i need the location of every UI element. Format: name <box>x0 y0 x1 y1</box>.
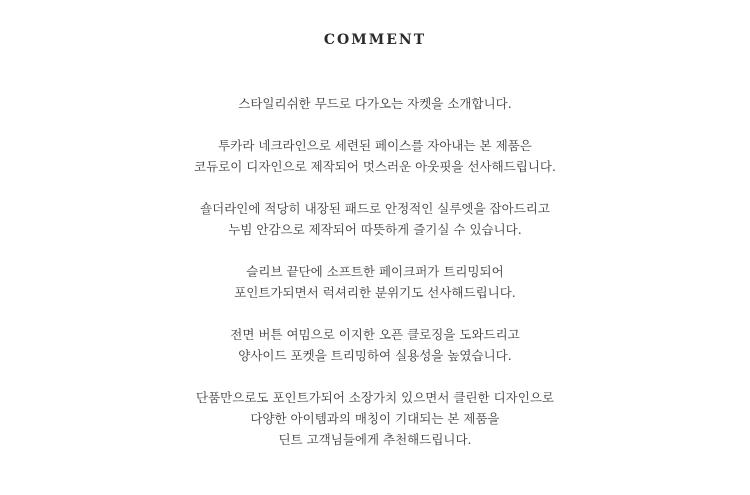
text-line: 투카라 네크라인으로 세련된 페이스를 자아내는 본 제품은 <box>218 138 532 153</box>
paragraph-intro <box>0 93 750 114</box>
text-line: 스타일리쉬한 무드로 다가오는 자켓을 소개합니다. <box>238 96 512 111</box>
text-line: 누빔 안감으로 제작되어 따뜻하게 즐기실 수 있습니다. <box>228 222 522 237</box>
paragraph-neckline <box>0 135 750 177</box>
text-line: 딘트 고객님들에게 추천해드립니다. <box>278 432 472 447</box>
text-line: 숄더라인에 적당히 내장된 패드로 안정적인 실루엣을 잡아드리고 <box>200 201 550 216</box>
comment-body <box>0 93 750 471</box>
paragraph-sleeve <box>0 261 750 303</box>
paragraph-closure <box>0 324 750 366</box>
paragraph-recommend <box>0 387 750 450</box>
text-line: 슬리브 끝단에 소프트한 페이크퍼가 트리밍되어 <box>246 264 504 279</box>
text-line: 다양한 아이템과의 매칭이 기대되는 본 제품을 <box>250 411 500 426</box>
text-line: 포인트가되면서 럭셔리한 분위기도 선사해드립니다. <box>234 285 516 300</box>
text-line: 전면 버튼 여밈으로 이지한 오픈 클로징을 도와드리고 <box>230 327 520 342</box>
text-line: 양사이드 포켓을 트리밍하여 실용성을 높였습니다. <box>238 348 512 363</box>
paragraph-shoulder <box>0 198 750 240</box>
section-title: COMMENT <box>323 32 427 48</box>
text-line: 코듀로이 디자인으로 제작되어 멋스러운 아웃핏을 선사해드립니다. <box>194 159 556 174</box>
text-line: 단품만으로도 포인트가되어 소장가치 있으면서 클린한 디자인으로 <box>196 390 554 405</box>
